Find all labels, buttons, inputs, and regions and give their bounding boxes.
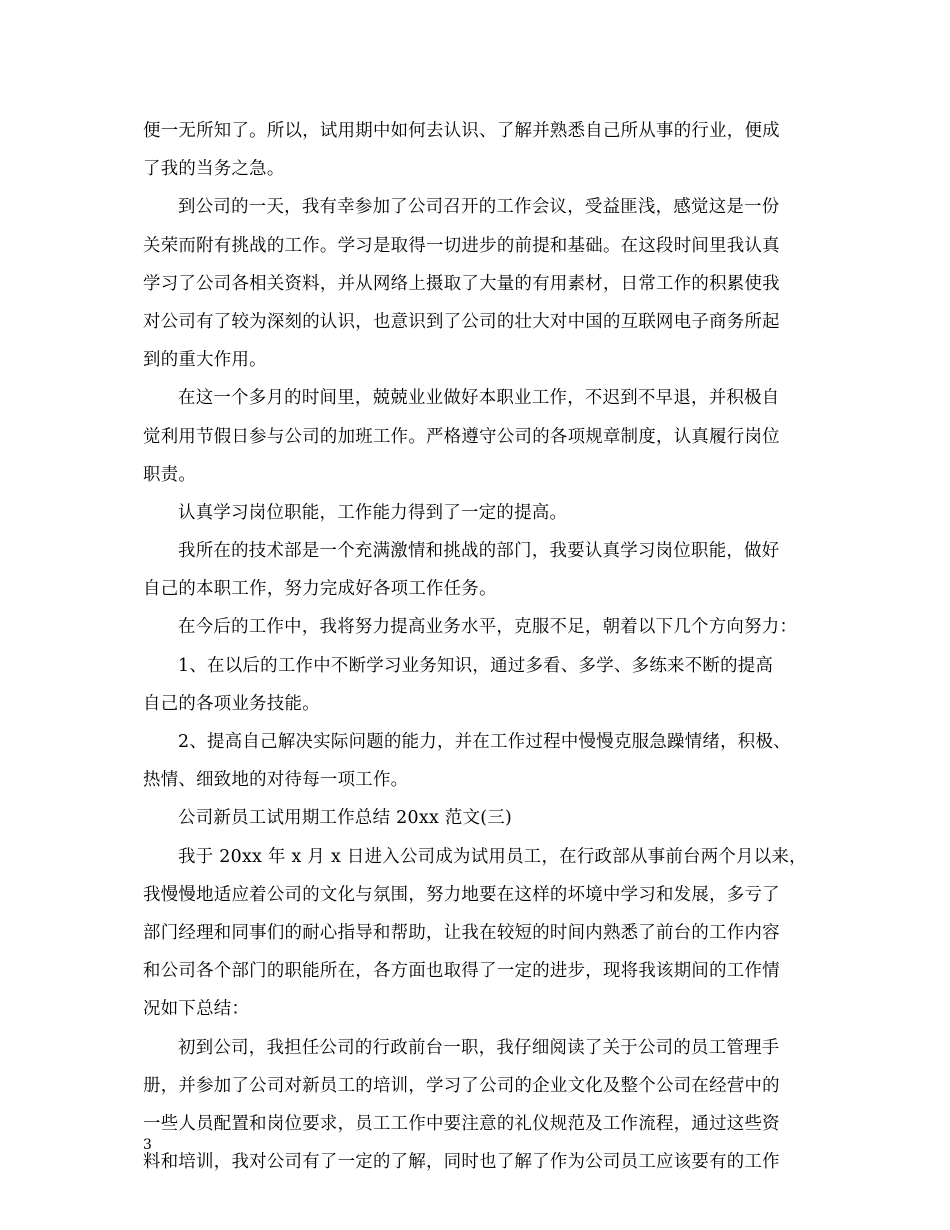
text-line: 2、提高自己解决实际问题的能力，并在工作过程中慢慢克服急躁情绪，积极、 [178, 732, 791, 752]
text-line: 1、在以后的工作中不断学习业务知识，通过多看、多学、多练来不断的提高 [178, 655, 774, 676]
body-text [143, 112, 815, 1181]
text-line: 学习了公司各相关资料，并从网络上摄取了大量的有用素材，日常工作的积累使我 [143, 273, 780, 294]
text-line: 了我的当务之急。 [143, 159, 285, 180]
text-line: 部门经理和同事们的耐心指导和帮助，让我在较短的时间内熟悉了前台的工作内容 [143, 922, 780, 943]
text-line: 到公司的一天，我有幸参加了公司召开的工作会议，受益匪浅，感觉这是一份 [178, 197, 780, 218]
text-line: 我慢慢地适应着公司的文化与氛围，努力地要在这样的坏境中学习和发展，多亏了 [143, 884, 780, 905]
text-line: 况如下总结： [143, 999, 250, 1020]
text-line: 在今后的工作中，我将努力提高业务水平，克服不足，朝着以下几个方向努力： [178, 617, 798, 638]
text-line: 在这一个多月的时间里，兢兢业业做好本职业工作，不迟到不早退，并积极自 [178, 388, 780, 409]
text-line: 我所在的技术部是一个充满激情和挑战的部门，我要认真学习岗位职能，做好 [178, 541, 780, 562]
text-line: 对公司有了较为深刻的认识，也意识到了公司的壮大对中国的互联网电子商务所起 [143, 311, 780, 332]
text-line: 到的重大作用。 [143, 350, 267, 371]
text-line: 便一无所知了。所以，试用期中如何去认识、了解并熟悉自己所从事的行业，便成 [143, 121, 780, 141]
page-number: 3 [143, 1137, 152, 1153]
text-line: 自己的各项业务技能。 [143, 693, 320, 714]
section-heading: 公司新员工试用期工作总结 20xx 范文(三) [178, 808, 513, 829]
text-line: 自己的本职工作，努力完成好各项工作任务。 [143, 579, 497, 600]
text-line: 热情、细致地的对待每一项工作。 [143, 770, 409, 791]
text-line: 职责。 [143, 464, 197, 485]
text-line: 册，并参加了公司对新员工的培训，学习了公司的企业文化及整个公司在经营中的 [143, 1075, 780, 1096]
text-line: 料和培训，我对公司有了一定的了解，同时也了解了作为公司员工应该要有的工作 [143, 1152, 780, 1173]
text-line: 一些人员配置和岗位要求，员工工作中要注意的礼仪规范及工作流程，通过这些资 [143, 1113, 780, 1134]
text-line: 关荣而附有挑战的工作。学习是取得一切进步的前提和基础。在这段时间里我认真 [143, 235, 780, 256]
text-line: 认真学习岗位职能，工作能力得到了一定的提高。 [178, 502, 568, 523]
text-line: 觉利用节假日参与公司的加班工作。严格遵守公司的各项规章制度，认真履行岗位 [143, 426, 780, 447]
text-line: 我于 20xx 年 x 月 x 日进入公司成为试用员工，在行政部从事前台两个月以来， [178, 846, 807, 867]
text-line: 初到公司，我担任公司的行政前台一职，我仔细阅读了关于公司的员工管理手 [178, 1037, 780, 1058]
text-line: 和公司各个部门的职能所在，各方面也取得了一定的进步，现将我该期间的工作情 [143, 961, 780, 982]
